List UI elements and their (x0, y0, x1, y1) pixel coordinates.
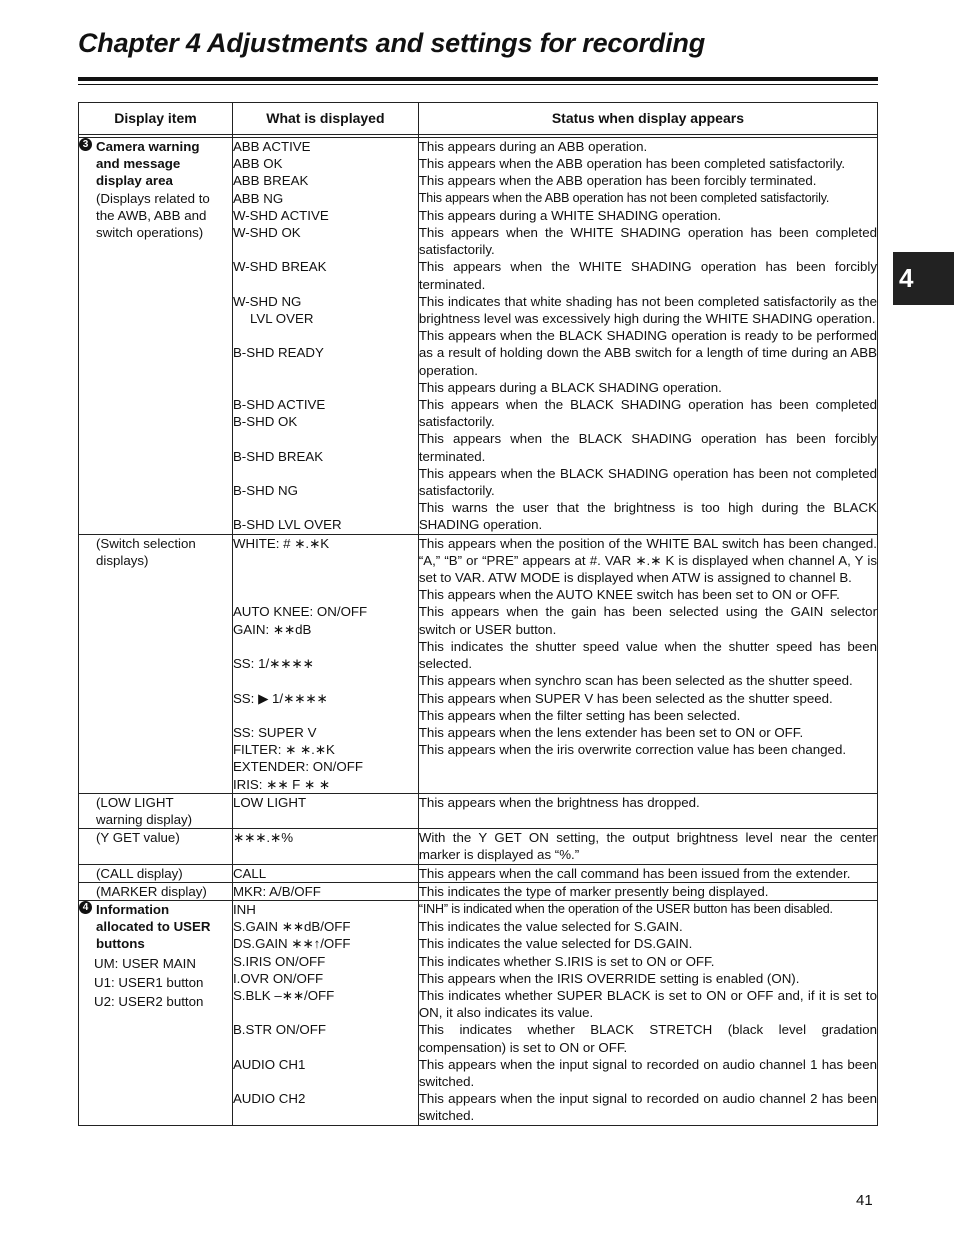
item: B-SHD LVL OVER (232, 517, 342, 533)
section-desc: U1: USER1 button (94, 974, 204, 990)
section-title: Camera warning (96, 139, 200, 154)
title-rule-thin (78, 84, 878, 85)
status-text: “INH” is indicated when the operation of the USER button has been disabled. (418, 901, 833, 916)
item: LOW LIGHT (232, 793, 418, 828)
header-status: Status when display appears (418, 103, 877, 135)
item: DS.GAIN ∗∗↑/OFF (232, 936, 351, 952)
section-3-status (418, 138, 877, 535)
section-title: and message (96, 156, 181, 172)
item: AUDIO CH2 (232, 1091, 306, 1107)
item: CALL (232, 864, 418, 882)
row-label: warning display) (96, 811, 193, 827)
item: W-SHD OK (232, 225, 301, 241)
switch-selection-label: (Switch selection displays) (79, 534, 233, 793)
item: S.BLK –∗∗/OFF (232, 987, 335, 1003)
display-items-table (78, 102, 878, 1126)
header-what-displayed: What is displayed (232, 103, 418, 135)
status-text: This appears when the input signal to recorded on audio channel 2 has been switched. (418, 1091, 877, 1124)
status-text: This appears when the BLACK SHADING operation has been not completed satisfactorily. (418, 465, 877, 499)
item: B-SHD OK (232, 414, 298, 430)
item: ABB BREAK (232, 173, 309, 189)
item: B-SHD READY (232, 345, 324, 361)
item: ABB OK (232, 156, 283, 172)
status-text: This appears when SUPER V has been selected as the shutter speed. (418, 690, 833, 706)
status-text: This appears when the BLACK SHADING operation is ready to be performed as a result of holding down the ABB switch for a length of time during an ABB operation. (418, 328, 877, 378)
section-4-status (418, 900, 877, 1125)
section-3-label (79, 138, 233, 535)
row-label: (Y GET value) (96, 830, 180, 846)
item: S.IRIS ON/OFF (232, 953, 326, 969)
item: INH (232, 901, 256, 917)
section-number-badge: 3 (79, 138, 92, 151)
item: B.STR ON/OFF (232, 1022, 327, 1038)
status-text: This appears when the WHITE SHADING operation has been completed satisfactorily. (418, 225, 877, 258)
table-row (79, 829, 878, 864)
status-text: This indicates the value selected for DS.GAIN. (418, 936, 693, 952)
item: W-SHD BREAK (232, 259, 327, 275)
table-row (79, 864, 878, 882)
item: W-SHD ACTIVE (232, 207, 329, 223)
section-3-items (232, 138, 418, 535)
item: EXTENDER: ON/OFF (232, 759, 363, 775)
status-text: This appears during an ABB operation. (418, 139, 648, 154)
item: S.GAIN ∗∗dB/OFF (232, 919, 351, 935)
table-row (79, 900, 878, 1125)
header-display-item: Display item (79, 103, 233, 135)
table-row (79, 882, 878, 900)
section-title: Information (96, 901, 170, 917)
title-rule (78, 77, 878, 81)
section-desc: (Displays related to (96, 190, 210, 206)
item: SS: SUPER V (232, 724, 317, 740)
section-4-items (232, 900, 418, 1125)
status-text: This appears when the lens extender has been set to ON or OFF. (418, 724, 804, 740)
status-text: This indicates that white shading has not been completed satisfactorily as the brightness level was excessively high during the WHITE SHADING operation. (418, 293, 877, 327)
status-text: This appears when the BLACK SHADING operation has been completed satisfactorily. (418, 397, 877, 430)
chapter-title: Chapter 4 Adjustments and settings for recording (78, 28, 705, 58)
table-row (79, 138, 878, 535)
table-row (79, 793, 878, 828)
item: AUTO KNEE: ON/OFF (232, 604, 368, 620)
item: W-SHD NG (232, 293, 302, 309)
status-text: This indicates whether BLACK STRETCH (black level gradation compensation) is set to ON or OFF. (418, 1022, 877, 1055)
status-text: This indicates the shutter speed value when the shutter speed has been selected. (418, 638, 877, 672)
section-desc: the AWB, ABB and (96, 207, 207, 223)
item: B-SHD BREAK (232, 448, 324, 464)
item: FILTER: ∗ ∗.∗K (232, 742, 335, 758)
item: ABB NG (232, 190, 284, 206)
section-number-badge: 4 (79, 901, 92, 914)
status-text: This appears when the filter setting has been selected. (418, 707, 741, 723)
switch-selection-status (418, 534, 877, 793)
table-row (79, 534, 878, 793)
status-text: This appears when the ABB operation has not been completed satisfactorily. (418, 190, 830, 205)
page-number: 41 (856, 1192, 873, 1209)
item: B-SHD ACTIVE (232, 397, 326, 413)
status-text: This appears when the brightness has dropped. (418, 793, 877, 828)
table-header-row (79, 103, 878, 135)
status-text: This appears when the IRIS OVERRIDE setting is enabled (ON). (418, 970, 800, 986)
status-text: This appears when the iris overwrite correction value has been changed. (418, 742, 847, 758)
status-text: This appears when the call command has been issued from the extender. (418, 864, 877, 882)
status-text: This appears when the gain has been selected using the GAIN selector switch or USER button. (418, 604, 877, 637)
status-text: This indicates whether S.IRIS is set to ON or OFF. (418, 953, 715, 969)
item: SS: 1/∗∗∗∗ (232, 656, 314, 672)
item: ∗∗∗.∗% (232, 829, 418, 864)
status-text: This indicates the type of marker presently being displayed. (418, 882, 877, 900)
item: ABB ACTIVE (232, 139, 311, 154)
item: MKR: A/B/OFF (232, 882, 418, 900)
item: LVL OVER (249, 311, 314, 327)
row-label: (LOW LIGHT (96, 794, 174, 810)
section-desc: switch operations) (96, 225, 204, 241)
item: B-SHD NG (232, 483, 298, 499)
section-4-label (79, 900, 233, 1125)
row-label: (MARKER display) (96, 883, 207, 899)
section-desc: U2: USER2 button (94, 993, 204, 1009)
status-text: This appears when the BLACK SHADING operation has been forcibly terminated. (418, 431, 877, 464)
status-text: This appears when the ABB operation has been forcibly terminated. (418, 173, 817, 189)
section-desc: UM: USER MAIN (94, 955, 196, 971)
status-text: This appears when the input signal to recorded on audio channel 1 has been switched. (418, 1056, 877, 1089)
item: SS: ▶ 1/∗∗∗∗ (232, 690, 328, 706)
status-text: This appears when the position of the WHITE BAL switch has been changed. “A,” “B” or “PRE” appears at #. VAR ∗.∗ K is displayed when channel A, Y is set to VAR. ATW MODE is displayed when ATW is assigned to channel B. (418, 535, 877, 586)
status-text: This appears when the WHITE SHADING operation has been forcibly terminated. (418, 259, 877, 292)
status-text: This indicates the value selected for S.GAIN. (418, 919, 683, 935)
status-text: This indicates whether SUPER BLACK is set to ON or OFF and, if it is set to ON, it also indicates its value. (418, 987, 877, 1021)
item: GAIN: ∗∗dB (232, 621, 312, 637)
status-text: This appears when the AUTO KNEE switch has been set to ON or OFF. (418, 587, 840, 603)
status-text: With the Y GET ON setting, the output brightness level near the center marker is displayed as “%.” (418, 830, 877, 863)
status-text: This appears when synchro scan has been selected as the shutter speed. (418, 673, 853, 689)
status-text: This appears when the ABB operation has been completed satisfactorily. (418, 156, 846, 172)
item: WHITE: # ∗.∗K (232, 535, 330, 551)
status-text: This warns the user that the brightness is too high during the BLACK SHADING operation. (418, 500, 877, 533)
item: I.OVR ON/OFF (232, 970, 324, 986)
item: IRIS: ∗∗ F ∗ ∗ (232, 776, 330, 792)
section-title: allocated to USER (96, 919, 211, 935)
row-label: (CALL display) (96, 865, 183, 881)
chapter-tab: 4 (893, 252, 954, 305)
status-text: This appears during a WHITE SHADING operation. (418, 207, 722, 223)
item: AUDIO CH1 (232, 1056, 306, 1072)
status-text: This appears during a BLACK SHADING operation. (418, 379, 722, 395)
switch-selection-items (232, 534, 418, 793)
section-title: display area (96, 173, 173, 189)
section-title: buttons (96, 936, 145, 952)
